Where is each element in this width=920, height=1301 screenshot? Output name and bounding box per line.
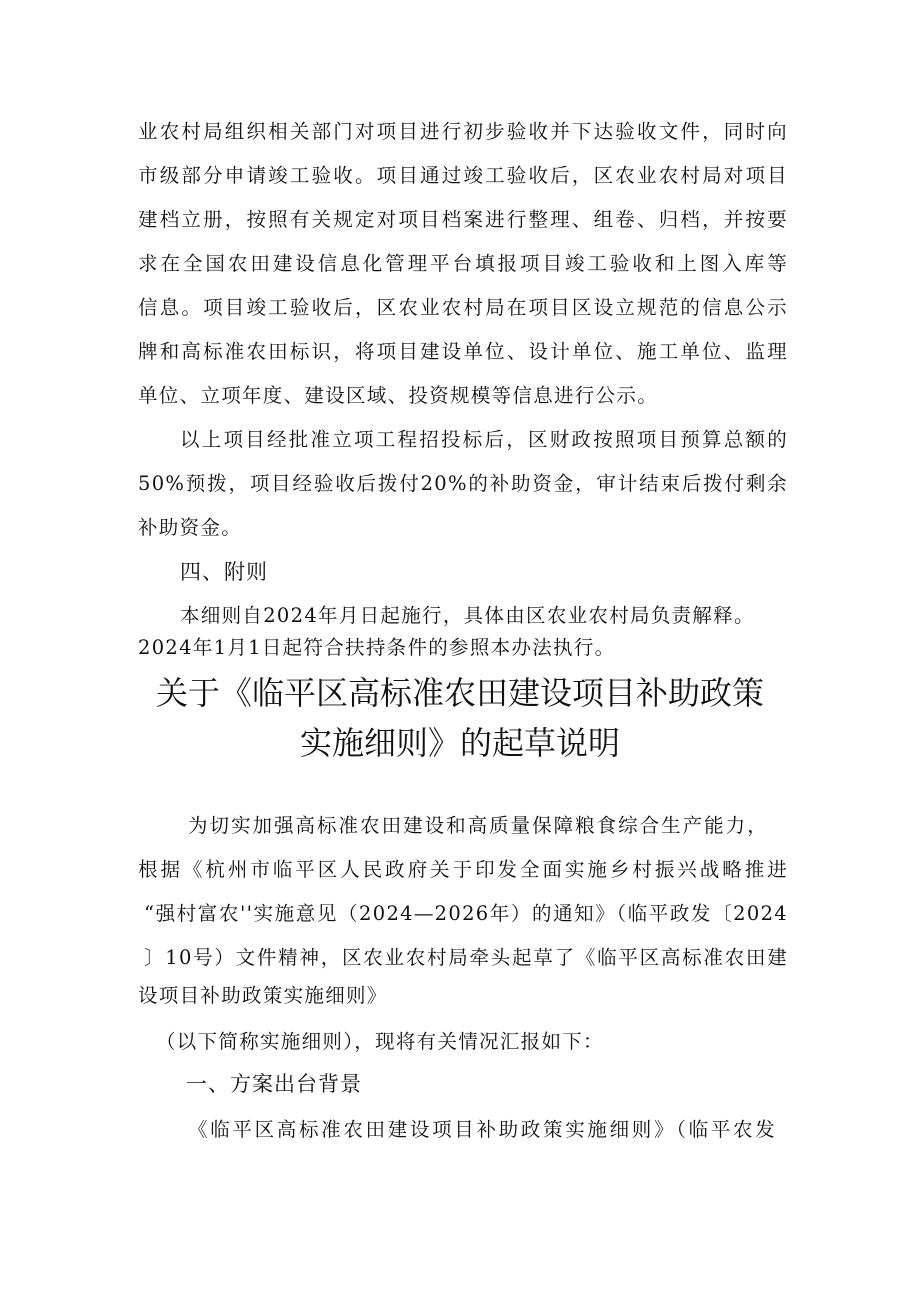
text-line: 补助资金。 (138, 516, 243, 539)
text-line: 市级部分申请竣工验收。项目通过竣工验收后，区农业农村局对项目 (138, 164, 788, 187)
text-line: 建档立册，按照有关规定对项目档案进行整理、组卷、归档，并按要 (138, 208, 788, 231)
text-line: 牌和高标准农田标识，将项目建设单位、设计单位、施工单位、监理 (138, 340, 788, 363)
document-title-line-1: 关于《临平区高标准农田建设项目补助政策 (155, 674, 764, 712)
document-title-line-2: 实施细则》的起草说明 (299, 724, 620, 762)
text-line: 业农村局组织相关部门对项目进行初步验收并下达验收文件，同时向 (138, 120, 788, 143)
text-line: 〕10号）文件精神，区农业农村局牵头起草了《临平区高标准农田建 (144, 946, 788, 969)
section-heading: 一、方案出台背景 (186, 1072, 362, 1096)
text-line: 求在全国农田建设信息化管理平台填报项目竣工验收和上图入库等 (138, 252, 788, 275)
section-heading: 四、附则 (180, 560, 268, 584)
text-line: 《临平区高标准农田建设项目补助政策实施细则》（临平农发 (188, 1118, 776, 1141)
text-line: 信息。项目竣工验收后，区农业农村局在项目区设立规范的信息公示 (138, 296, 788, 319)
text-line: 设项目补助政策实施细则》 (138, 984, 388, 1007)
text-line: 根据《杭州市临平区人民政府关于印发全面实施乡村振兴战略推进 (138, 858, 788, 881)
text-line: （以下简称实施细则），现将有关情况汇报如下： (156, 1030, 604, 1053)
text-line: “强村富农''实施意见（2024—2026年）的通知》（临平政发〔2024 (144, 902, 788, 925)
text-line: 本细则自2024年月日起施行，具体由区农业农村局负责解释。 (180, 604, 755, 627)
text-line: 2024年1月1日起符合扶持条件的参照本办法执行。 (138, 636, 616, 659)
text-line: 为切实加强高标准农田建设和高质量保障粮食综合生产能力， (188, 814, 768, 837)
text-line: 以上项目经批准立项工程招投标后，区财政按照项目预算总额的 (180, 428, 788, 451)
text-line: 单位、立项年度、建设区域、投资规模等信息进行公示。 (138, 384, 659, 407)
text-line: 50%预拨，项目经验收后拨付20%的补助资金，审计结束后拨付剩余 (138, 472, 788, 495)
